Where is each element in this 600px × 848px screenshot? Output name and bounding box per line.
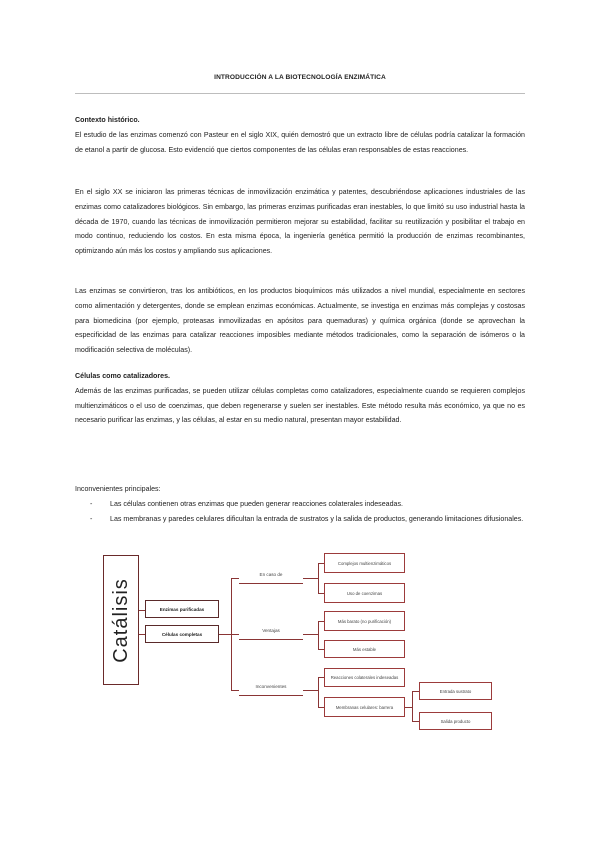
branch-celulas-completas <box>145 625 219 643</box>
underline <box>239 695 303 696</box>
reacciones-box <box>324 668 405 687</box>
connector <box>318 621 319 649</box>
mas-barato-label: Más barato (no purificación) <box>337 618 392 624</box>
complejos-box <box>324 553 405 573</box>
drawback-item: - Las membranas y paredes celulares dificultan la entrada de sustratos y la salida de productos, generando limitaciones difusionales. <box>75 512 525 527</box>
coenzimas-label: Uso de coenzimas <box>346 590 383 596</box>
paragraph-1: El estudio de las enzimas comenzó con Pasteur en el siglo XIX, quién demostró que un extracto libre de células podría catalizar la formación de etanol a partir de glucosa. Esto evidenció que ciertos componentes de las células eran responsables de estas reacciones. <box>75 130 525 154</box>
en-caso-de-label: En caso de <box>259 572 283 577</box>
entrada-sustrato-box <box>419 682 492 700</box>
root-box <box>103 555 139 685</box>
connector <box>303 634 318 635</box>
connector <box>318 677 319 707</box>
mas-estable-box <box>324 640 405 658</box>
membranas-box <box>324 697 405 717</box>
document-title: INTRODUCCIÓN A LA BIOTECNOLOGÍA ENZIMÁTICA <box>214 74 386 81</box>
root-label: Catálisis <box>109 577 132 663</box>
mas-estable-label: Más estable <box>352 646 377 652</box>
connector <box>405 707 412 708</box>
connector <box>412 691 419 692</box>
branch-enzimas-purificadas <box>145 600 219 618</box>
connector <box>303 690 318 691</box>
branch-enzimas-label: Enzimas purificadas <box>159 606 205 612</box>
paragraph-3: Las enzimas se convirtieron, tras los antibióticos, en los productos bioquímicos más utilizados a nivel mundial, especialmente en sectores como alimentación y detergentes, donde se emplean enzimas económicas. Actualmente, se investiga en enzimas más complejas y costosas para biomedicina (por ejemplo, proteasas inmovilizadas en apósitos para quemaduras) y química orgánica (donde se aprovechan la especificidad de las enzimas para catalizar reacciones imposibles mediante métodos tradicionales, como la separación de isómeros o la modificación selectiva de moléculas). <box>75 287 525 355</box>
salida-producto-box <box>419 712 492 730</box>
paragraph-2: En el siglo XX se iniciaron las primeras técnicas de inmovilización enzimática y patentes, descubriéndose aplicaciones industriales de las enzimas como catalizadores biológicos. Sin embargo, las primeras enzimas purificadas eran inestables, lo que limitó su uso industrial hasta la década de 1970, cuando las técnicas de inmovilización permitieron mejorar su estabilidad, facilitar su reutilización y posibilitar el trabajo en modo continuo, reduciendo los costos. En esta misma época, la ingeniería genética permitió la producción de enzimas recombinantes, optimizando aún más los costos y ampliando sus aplicaciones. <box>75 188 525 256</box>
membranas-label: Membranas celulares: barrera <box>335 704 394 710</box>
reacciones-label: Reacciones colaterales indeseadas <box>330 675 399 680</box>
context-heading: Contexto histórico. <box>75 116 140 124</box>
underline <box>239 639 303 640</box>
connector <box>412 691 413 721</box>
mas-barato-box <box>324 611 405 631</box>
connector <box>231 690 239 691</box>
connector <box>303 578 318 579</box>
entrada-label: Entrada sustrato <box>439 688 472 694</box>
cells-heading: Células como catalizadores. <box>75 372 171 380</box>
ventajas-label: Ventajas <box>262 628 280 633</box>
complejos-label: Complejos multienzimáticos <box>337 560 392 566</box>
inconvenientes-label: Inconvenientes <box>255 684 287 689</box>
branch-celulas-label: Células completas <box>161 631 203 637</box>
underline <box>239 583 303 584</box>
connector <box>412 721 419 722</box>
connector <box>231 634 239 635</box>
drawbacks-heading: Inconvenientes principales: <box>75 485 161 493</box>
connector <box>318 563 319 593</box>
connector <box>219 634 231 635</box>
connector <box>231 578 239 579</box>
salida-label: Salida producto <box>440 718 471 724</box>
drawback-item: - Las células contienen otras enzimas que pueden generar reacciones colaterales indeseadas. <box>75 497 525 512</box>
coenzimas-box <box>324 583 405 603</box>
paragraph-4: Además de las enzimas purificadas, se pueden utilizar células completas como catalizadores, especialmente cuando se requieren complejos multienzimáticos o el uso de coenzimas, que deben regenerarse y suelen ser inestables. Este método resulta más económico, ya que no es necesario purificar las enzimas, y las células, al estar en su medio natural, presentan mayor estabilidad. <box>75 386 525 425</box>
